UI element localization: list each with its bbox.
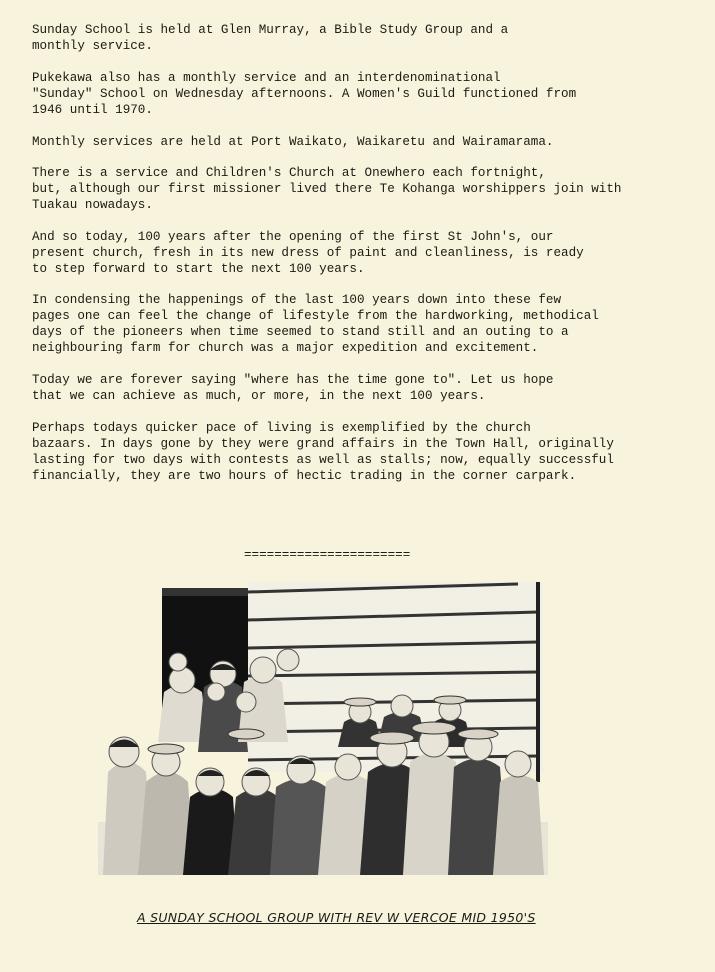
- paragraph-monthly-services: Monthly services are held at Port Waikato, Waikaretu and Wairamarama.: [32, 135, 554, 149]
- paragraph-today: And so today, 100 years after the opening of the first St John's, our present church, fresh in its new dress of paint and cleanliness, is ready to step forward to start the next 100 years.: [32, 230, 584, 276]
- paragraph-pukekawa: Pukekawa also has a monthly service and an interdenominational "Sunday" School on Wednesday afternoons. A Women's Guild functioned from 1946 until 1970.: [32, 71, 577, 117]
- group-photo-icon: [98, 582, 548, 875]
- paragraph-sunday-school: Sunday School is held at Glen Murray, a Bible Study Group and a monthly service.: [32, 23, 509, 53]
- paragraph-bazaars: Perhaps todays quicker pace of living is exemplified by the church bazaars. In days gone by they were grand affairs in the Town Hall, originally lasting for two days with contests as well as stalls; now, equally successful financially, they are two hours of hectic trading in the corner carpark.: [32, 421, 614, 483]
- photo-caption: A SUNDAY SCHOOL GROUP WITH REV W VERCOE MID 1950'S: [137, 910, 536, 925]
- paragraph-condensing: In condensing the happenings of the last 100 years down into these few pages one can feel the change of lifestyle from the hardworking, methodical days of the pioneers when time seemed to stand still and an outing to a neighbouring farm for church was a major expedition and excitement.: [32, 293, 599, 355]
- paragraph-onewhero: There is a service and Children's Church at Onewhero each fortnight, but, although our first missioner lived there Te Kohanga worshippers join with Tuakau nowadays.: [32, 166, 622, 212]
- paragraph-time-gone: Today we are forever saying "where has the time gone to". Let us hope that we can achieve as much, or more, in the next 100 years.: [32, 373, 554, 403]
- section-divider: ======================: [244, 548, 411, 562]
